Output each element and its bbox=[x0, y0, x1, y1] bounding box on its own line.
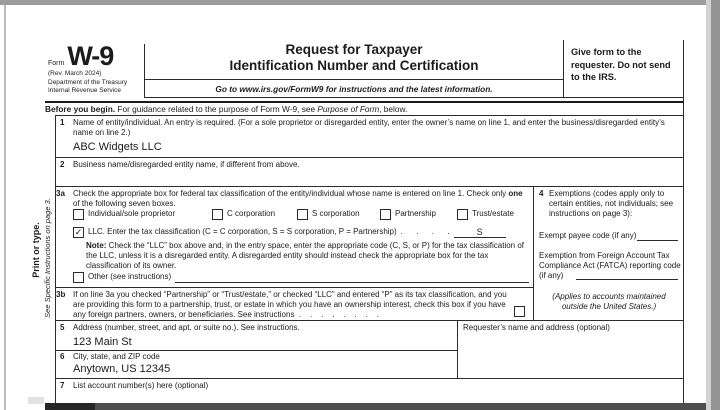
section-bar-cutoff bbox=[45, 403, 706, 410]
box4-left-border bbox=[533, 186, 534, 320]
page-left-edge bbox=[4, 5, 6, 410]
form-title-line1: Request for Taxpayer bbox=[285, 42, 423, 57]
form-word: Form bbox=[48, 60, 65, 67]
name-field[interactable]: ABC Widgets LLC bbox=[73, 141, 162, 153]
classification-individual[interactable] bbox=[73, 209, 175, 220]
row3b-bottom-border bbox=[55, 320, 683, 321]
table-left-border bbox=[55, 115, 56, 403]
form-id-block bbox=[48, 41, 144, 96]
other-label: Other (see instructions) bbox=[88, 272, 172, 281]
sidebar-see-instructions: See Specific Instructions on page 3. bbox=[43, 198, 52, 318]
before-begin-text1: For guidance related to the purpose of Form W-9, see bbox=[115, 104, 318, 114]
header-divider-right bbox=[563, 40, 564, 98]
before-begin-text2: , below. bbox=[379, 104, 408, 114]
header-center-rule bbox=[145, 79, 563, 80]
line3b-dot-leader: . . . . . . . . bbox=[294, 310, 379, 319]
exempt-payee-code-field[interactable] bbox=[637, 233, 678, 241]
row5-bottom-border bbox=[55, 350, 457, 351]
classification-s-corp[interactable] bbox=[297, 209, 360, 220]
go-to-instructions: Go to www.irs.gov/FormW9 for instructions and the latest information. bbox=[215, 84, 493, 94]
form-title-block bbox=[145, 42, 563, 74]
classification-other[interactable] bbox=[73, 272, 529, 283]
c-corp-checkbox[interactable] bbox=[212, 209, 223, 220]
trust-estate-checkbox[interactable] bbox=[457, 209, 468, 220]
row2-bottom-border bbox=[55, 186, 683, 187]
classification-trust-estate[interactable] bbox=[457, 209, 514, 220]
llc-note-bold: Note: bbox=[86, 241, 107, 250]
form-title-line2: Identification Number and Certification bbox=[229, 58, 479, 73]
page-right-edge-dark bbox=[711, 0, 720, 410]
llc-note bbox=[86, 241, 530, 271]
s-corp-checkbox[interactable] bbox=[297, 209, 308, 220]
llc-note-text: Check the “LLC” box above and, in the entry space, enter the appropriate code (C, S, or P) for the tax classification of the LLC, unless it is a disregarded entity. A disregarded entity should instead check the appropriate box for the tax classification of its owner. bbox=[86, 241, 525, 270]
classification-c-corp[interactable] bbox=[212, 209, 275, 220]
line3a-label-part2: of the following seven boxes. bbox=[73, 199, 176, 208]
line2-label: Business name/disregarded entity name, if different from above. bbox=[73, 160, 300, 169]
line3b-number: 3b bbox=[56, 290, 66, 299]
other-checkbox[interactable] bbox=[73, 272, 84, 283]
foreign-partners-checkbox[interactable] bbox=[514, 306, 525, 317]
partnership-label: Partnership bbox=[395, 209, 436, 218]
line6-label: City, state, and ZIP code bbox=[73, 352, 160, 361]
line3b-text: If on line 3a you checked “Partnership” or “Trust/estate,” or checked “LLC” and entered “P” as its tax classification, and you are providing this form to a partnership, trust, or estate in which you have an ownership interest, check this box if you have any foreign partners, owners, or beneficiaries. See instructions bbox=[73, 290, 507, 319]
address-field[interactable]: 123 Main St bbox=[73, 336, 132, 348]
city-state-zip-field[interactable]: Anytown, US 12345 bbox=[73, 363, 171, 375]
table-right-border bbox=[683, 40, 684, 403]
requester-label: Requester’s name and address (optional) bbox=[463, 323, 610, 332]
line7-number: 7 bbox=[60, 381, 65, 390]
agency-line1: Department of the Treasury bbox=[48, 78, 128, 86]
form-revision: (Rev. March 2024) bbox=[48, 70, 102, 77]
table-top-border bbox=[55, 115, 683, 116]
requester-left-border bbox=[457, 320, 458, 378]
llc-dot-leader: . . . . bbox=[400, 227, 450, 236]
line3a-label bbox=[73, 189, 529, 209]
line3a-label-bold: one bbox=[508, 189, 523, 198]
trust-estate-label: Trust/estate bbox=[472, 209, 514, 218]
row1-bottom-border bbox=[55, 157, 683, 158]
box4-label: Exemptions (codes apply only to certain entities, not individuals; see instructions on page 3): bbox=[549, 189, 674, 218]
fatca-label: Exemption from Foreign Account Tax Compliance Act (FATCA) reporting code (if any) bbox=[539, 251, 681, 280]
row3a-bottom-border bbox=[55, 287, 533, 288]
individual-checkbox[interactable] bbox=[73, 209, 84, 220]
line3a-number: 3a bbox=[56, 189, 65, 198]
line1-label: Name of entity/individual. An entry is required. (For a sole proprietor or disregarded entity, enter the owner’s name on line 1, and enter the business/disregarded entity’s name on line 2.) bbox=[73, 118, 665, 137]
individual-label: Individual/sole proprietor bbox=[88, 209, 176, 218]
header-heavy-rule bbox=[45, 101, 683, 103]
box4-applies-note: (Applies to accounts maintained outside the United States.) bbox=[552, 292, 666, 311]
line5-number: 5 bbox=[60, 323, 65, 332]
classification-partnership[interactable] bbox=[380, 209, 436, 220]
llc-label: LLC. Enter the tax classification (C = C corporation, S = S corporation, P = Partnership) bbox=[88, 227, 397, 236]
line1-number: 1 bbox=[60, 118, 65, 127]
before-begin-italic: Purpose of Form bbox=[317, 104, 380, 114]
line2-number: 2 bbox=[60, 160, 65, 169]
c-corp-label: C corporation bbox=[227, 209, 276, 218]
line6-number: 6 bbox=[60, 352, 65, 361]
fatca-code-field[interactable] bbox=[576, 272, 678, 280]
llc-checkbox[interactable]: ✓ bbox=[74, 227, 83, 237]
box4-number: 4 bbox=[539, 189, 544, 198]
agency-line2: Internal Revenue Service bbox=[48, 87, 121, 94]
classification-llc[interactable] bbox=[73, 227, 529, 238]
before-begin-bold: Before you begin. bbox=[45, 104, 116, 114]
page-top-edge bbox=[0, 0, 720, 5]
llc-tax-code-field[interactable]: S bbox=[454, 227, 506, 238]
give-form-note: Give form to the requester. Do not send to the IRS. bbox=[571, 47, 671, 82]
before-begin-line bbox=[45, 104, 683, 114]
header-bottom-rule bbox=[144, 97, 683, 98]
form-number: W-9 bbox=[67, 41, 114, 71]
exempt-payee-label: Exempt payee code (if any) bbox=[539, 231, 637, 240]
sidebar-print-or-type: Print or type. bbox=[31, 222, 41, 278]
s-corp-label: S corporation bbox=[312, 209, 360, 218]
partnership-checkbox[interactable] bbox=[380, 209, 391, 220]
line7-label: List account number(s) here (optional) bbox=[73, 381, 209, 390]
other-entry-field[interactable] bbox=[175, 272, 529, 283]
line3a-label-part1: Check the appropriate box for federal tax classification of the entity/individual whose name is entered on line 1. Check only bbox=[73, 189, 509, 198]
line5-label: Address (number, street, and apt. or suite no.). See instructions. bbox=[73, 323, 300, 332]
line3b-label bbox=[73, 290, 511, 320]
row6-bottom-border bbox=[55, 378, 683, 379]
